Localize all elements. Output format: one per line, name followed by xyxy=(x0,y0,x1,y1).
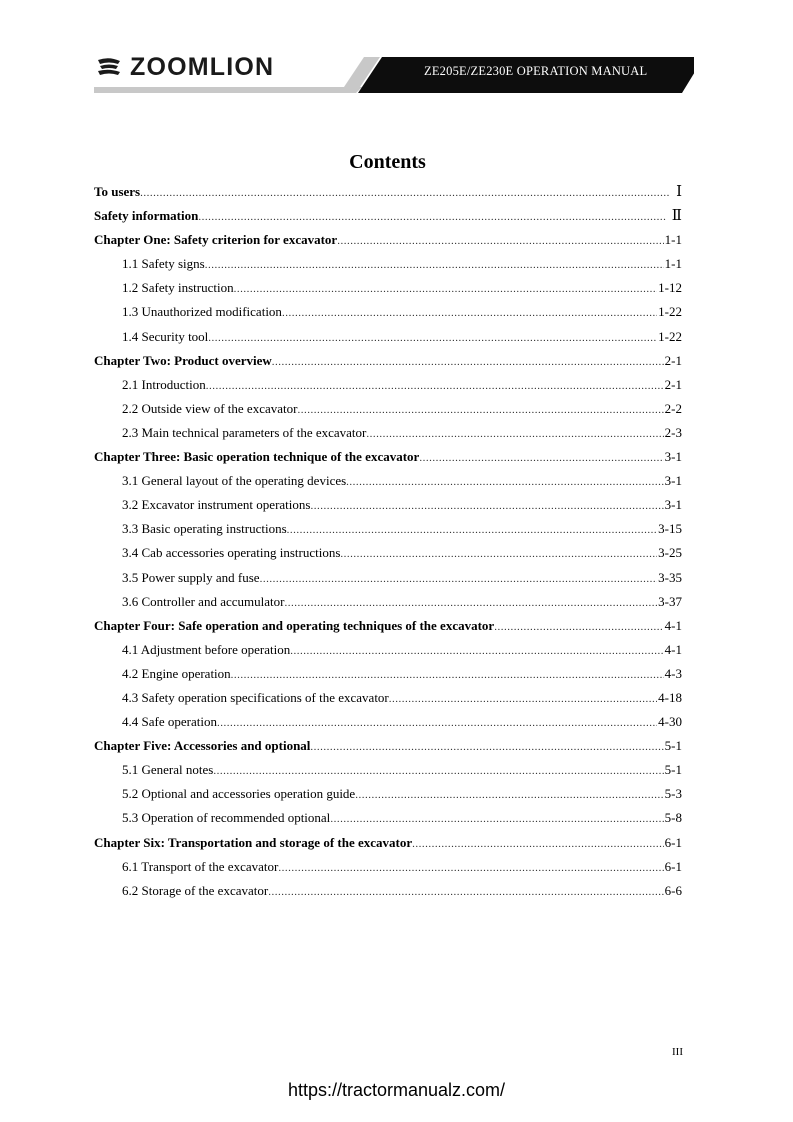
toc-entry-label: 1.1 Safety signs xyxy=(122,256,205,272)
toc-entry-page: Ⅰ xyxy=(676,184,682,200)
toc-leader-dots xyxy=(287,518,658,542)
zoomlion-logo-icon xyxy=(96,57,122,77)
toc-entry-label: 3.1 General layout of the operating devices xyxy=(122,473,347,489)
toc-entry-label: 3.2 Excavator instrument operations xyxy=(122,497,311,513)
toc-leader-dots xyxy=(330,807,663,831)
toc-entry-label: 4.2 Engine operation xyxy=(122,665,231,681)
toc-leader-dots xyxy=(282,301,657,325)
toc-chapter-entry[interactable] xyxy=(94,831,682,855)
toc-chapter-entry[interactable] xyxy=(94,204,682,228)
toc-section-entry[interactable] xyxy=(94,806,682,830)
toc-entry-label: 5.1 General notes xyxy=(122,762,214,778)
toc-entry-page: 3-37 xyxy=(658,593,682,609)
toc-section-entry[interactable] xyxy=(94,421,682,445)
toc-section-entry[interactable] xyxy=(94,590,682,614)
toc-leader-dots xyxy=(234,277,658,301)
toc-leader-dots xyxy=(284,591,657,615)
toc-entry-page: 5-3 xyxy=(664,786,682,802)
toc-entry-label: Chapter Three: Basic operation technique of the excavator xyxy=(94,449,420,465)
toc-entry-page: 1-1 xyxy=(664,256,682,272)
page-title: Contents xyxy=(349,151,426,173)
toc-chapter-entry[interactable] xyxy=(94,734,682,758)
toc-entry-page: 1-1 xyxy=(664,232,682,248)
toc-leader-dots xyxy=(366,422,663,446)
toc-entry-page: 4-30 xyxy=(658,714,682,730)
toc-entry-label: 3.3 Basic operating instructions xyxy=(122,521,287,537)
toc-entry-page: Ⅱ xyxy=(671,208,682,225)
toc-entry-label: Chapter Two: Product overview xyxy=(94,352,272,368)
toc-section-entry[interactable] xyxy=(94,493,682,517)
toc-entry-label: 3.4 Cab accessories operating instructions xyxy=(122,545,341,561)
toc-entry-page: 2-3 xyxy=(664,424,682,440)
toc-entry-page: 1-22 xyxy=(658,304,682,320)
toc-entry-page: 2-1 xyxy=(664,376,682,392)
toc-leader-dots xyxy=(205,253,664,277)
toc-entry-label: To users xyxy=(94,184,141,199)
toc-entry-page: 6-6 xyxy=(664,882,682,898)
brand-name: ZOOMLION xyxy=(130,52,275,81)
toc-entry-page: 6-1 xyxy=(664,858,682,874)
toc-leader-dots xyxy=(310,494,663,518)
toc-chapter-entry[interactable] xyxy=(94,614,682,638)
toc-entry-label: 4.3 Safety operation specifications of the excavator xyxy=(122,689,389,705)
toc-entry-page: 1-22 xyxy=(658,328,682,344)
toc-leader-dots xyxy=(206,374,664,398)
toc-entry-page: 2-2 xyxy=(664,400,682,416)
toc-entry-page: 5-1 xyxy=(664,762,682,778)
toc-entry-page: 4-3 xyxy=(664,665,682,681)
toc-leader-dots xyxy=(198,205,665,229)
toc-chapter-entry[interactable] xyxy=(94,180,682,204)
toc-entry-page: 4-1 xyxy=(664,617,682,633)
page-number: III xyxy=(672,1046,683,1058)
toc-entry-page: 3-1 xyxy=(664,497,682,513)
toc-chapter-entry[interactable] xyxy=(94,445,682,469)
toc-section-entry[interactable] xyxy=(94,758,682,782)
toc-entry-label: 3.5 Power supply and fuse xyxy=(122,569,260,585)
toc-leader-dots xyxy=(355,783,663,807)
toc-section-entry[interactable] xyxy=(94,710,682,734)
toc-leader-dots xyxy=(268,880,663,904)
toc-section-entry[interactable] xyxy=(94,373,682,397)
toc-section-entry[interactable] xyxy=(94,252,682,276)
toc-entry-label: Chapter Six: Transportation and storage of the excavator xyxy=(94,834,413,850)
toc-leader-dots xyxy=(412,832,664,856)
toc-section-entry[interactable] xyxy=(94,782,682,806)
toc-section-entry[interactable] xyxy=(94,855,682,879)
toc-entry-label: 3.6 Controller and accumulator xyxy=(122,593,285,609)
toc-leader-dots xyxy=(231,663,664,687)
toc-entry-label: 1.4 Security tool xyxy=(122,328,209,344)
toc-leader-dots xyxy=(346,470,663,494)
toc-entry-page: 6-1 xyxy=(664,834,682,850)
toc-entry-label: 4.4 Safe operation xyxy=(122,714,217,730)
toc-leader-dots xyxy=(310,735,663,759)
toc-leader-dots xyxy=(340,542,657,566)
toc-entry-page: 3-1 xyxy=(664,473,682,489)
toc-section-entry[interactable] xyxy=(94,541,682,565)
toc-entry-page: 3-35 xyxy=(658,569,682,585)
toc-chapter-entry[interactable] xyxy=(94,349,682,373)
toc-entry-label: 5.2 Optional and accessories operation guide xyxy=(122,786,356,802)
toc-entry-page: 3-25 xyxy=(658,545,682,561)
toc-section-entry[interactable] xyxy=(94,300,682,324)
brand-logo xyxy=(96,52,274,82)
toc-entry-page: 1-12 xyxy=(658,280,682,296)
toc-entry-label: 6.2 Storage of the excavator xyxy=(122,882,269,898)
toc-entry-page: 4-18 xyxy=(658,689,682,705)
toc-leader-dots xyxy=(260,567,658,591)
toc-leader-dots xyxy=(208,326,657,350)
toc-entry-label: Chapter One: Safety criterion for excavator xyxy=(94,232,338,248)
toc-entry-label: 2.1 Introduction xyxy=(122,376,206,392)
toc-leader-dots xyxy=(297,398,663,422)
toc-leader-dots xyxy=(140,181,670,205)
toc-entry-label: 2.3 Main technical parameters of the excavator xyxy=(122,424,367,440)
toc-section-entry[interactable] xyxy=(94,397,682,421)
toc-entry-label: Chapter Five: Accessories and optional xyxy=(94,738,311,754)
toc-leader-dots xyxy=(389,687,657,711)
table-of-contents xyxy=(94,180,682,903)
toc-entry-page: 3-15 xyxy=(658,521,682,537)
toc-section-entry[interactable] xyxy=(94,638,682,662)
toc-entry-label: 2.2 Outside view of the excavator xyxy=(122,400,298,416)
toc-section-entry[interactable] xyxy=(94,517,682,541)
toc-entry-label: 1.3 Unauthorized modification xyxy=(122,304,282,320)
toc-entry-label: 4.1 Adjustment before operation xyxy=(122,641,291,657)
toc-entry-page: 3-1 xyxy=(664,449,682,465)
toc-chapter-entry[interactable] xyxy=(94,228,682,252)
toc-entry-label: 1.2 Safety instruction xyxy=(122,280,234,296)
toc-leader-dots xyxy=(272,350,664,374)
toc-leader-dots xyxy=(217,711,657,735)
toc-leader-dots xyxy=(419,446,663,470)
toc-leader-dots xyxy=(290,639,663,663)
toc-entry-label: Safety information xyxy=(94,208,199,224)
toc-section-entry[interactable] xyxy=(94,276,682,300)
toc-entry-label: 6.1 Transport of the excavator xyxy=(122,858,279,874)
toc-entry-page: 4-1 xyxy=(664,641,682,657)
toc-section-entry[interactable] xyxy=(94,566,682,590)
toc-section-entry[interactable] xyxy=(94,469,682,493)
toc-entry-page: 2-1 xyxy=(664,352,682,368)
toc-leader-dots xyxy=(494,615,663,639)
toc-entry-page: 5-8 xyxy=(664,810,682,826)
toc-section-entry[interactable] xyxy=(94,325,682,349)
toc-leader-dots xyxy=(337,229,663,253)
toc-leader-dots xyxy=(213,759,663,783)
toc-section-entry[interactable] xyxy=(94,879,682,903)
toc-leader-dots xyxy=(278,856,663,880)
toc-section-entry[interactable] xyxy=(94,662,682,686)
toc-entry-label: 5.3 Operation of recommended optional xyxy=(122,810,331,826)
toc-entry-label: Chapter Four: Safe operation and operating techniques of the excavator xyxy=(94,617,495,633)
footer-url[interactable]: https://tractormanualz.com/ xyxy=(287,1080,506,1100)
page-header xyxy=(0,0,793,100)
manual-title: ZE205E/ZE230E OPERATION MANUAL xyxy=(424,64,648,78)
toc-entry-page: 5-1 xyxy=(664,738,682,754)
toc-section-entry[interactable] xyxy=(94,686,682,710)
